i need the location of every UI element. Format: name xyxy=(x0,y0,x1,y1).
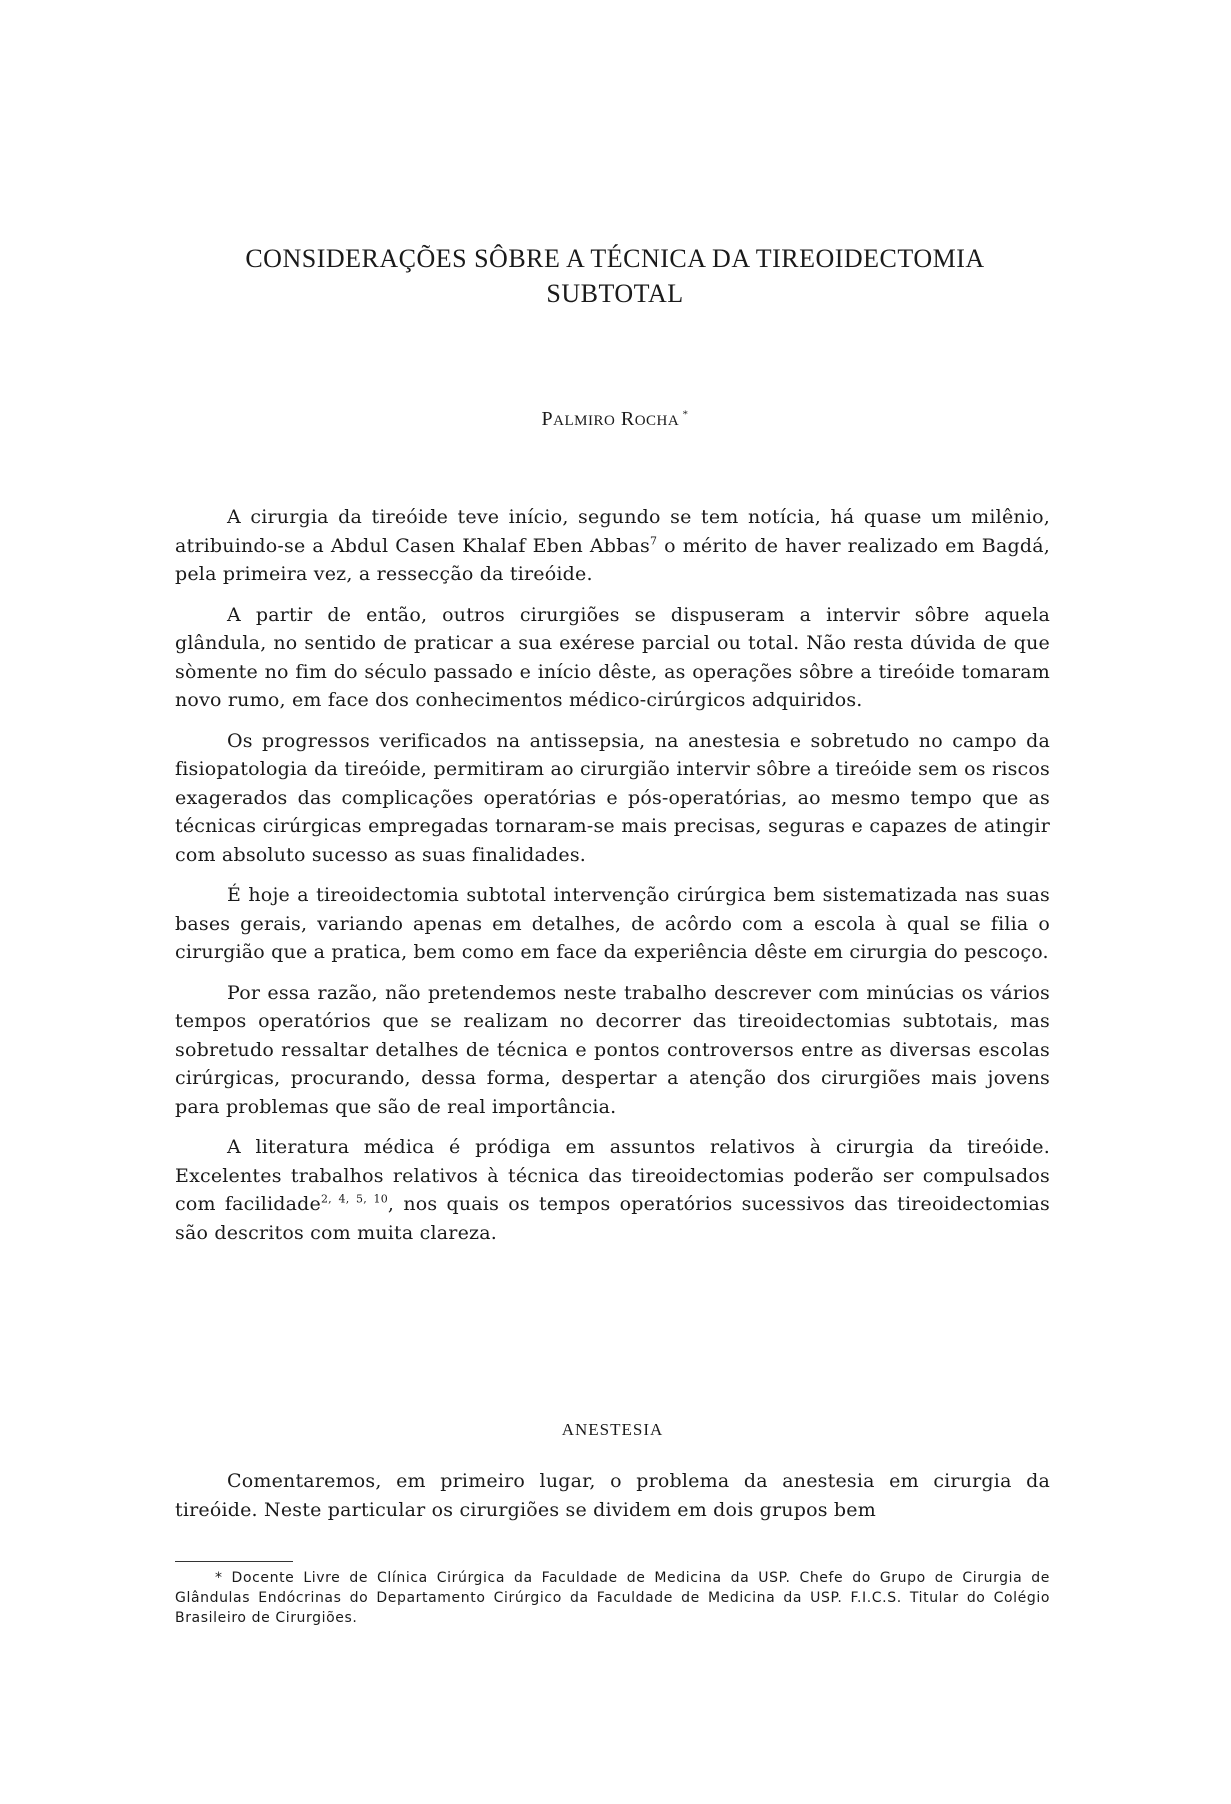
author-first-rest: ALMIRO xyxy=(553,413,616,429)
author-last-rest: OCHA xyxy=(634,413,680,429)
paragraph-1: A cirurgia da tireóide teve início, segundo se tem notícia, há quase um milênio, atribuindo-se a Abdul Casen Khalaf Eben Abbas$^7$ o mérito de haver realizado em Bagdá, pela primeira vez, a ressecção da tireóide. xyxy=(175,506,1050,585)
author-byline xyxy=(170,408,1060,431)
footnote-divider xyxy=(175,1561,293,1562)
paragraph-3: Os progressos verificados na antissepsia, na anestesia e sobretudo no campo da fisiopatologia da tireóide, permitiram ao cirurgião intervir sôbre a tireóide sem os riscos exagerados das complicações operatórias e pós-operatórias, ao mesmo tempo que as técnicas cirúrgicas empregadas tornaram-se mais precisas, seguras e capazes de atingir com absoluto sucesso as suas finalidades. xyxy=(175,729,1050,866)
reference-marker: 7 xyxy=(649,534,658,548)
section-heading-anestesia: ANESTESIA xyxy=(561,1420,664,1439)
article-body xyxy=(175,503,1050,1247)
author-last-initial: R xyxy=(620,408,635,430)
author-first-initial: P xyxy=(541,408,554,430)
paragraph-5: Por essa razão, não pretendemos neste trabalho descrever com minúcias os vários tempos operatórios que se realizam no decorrer das tireoidectomias subtotais, mas sobretudo ressaltar detalhes de técnica e pontos controversos entre as diversas escolas cirúrgicas, procurando, dessa forma, despertar a atenção dos cirurgiões mais jovens para problemas que são de real importância. xyxy=(175,981,1050,1118)
paragraph-4: É hoje a tireoidectomia subtotal intervenção cirúrgica bem sistematizada nas suas bases gerais, variando apenas em detalhes, de acôrdo com a escola à qual se filia o cirurgião que a pratica, bem como em face da experiência dêste em cirurgia do pescoço. xyxy=(175,884,1050,963)
reference-marker: 2, 4, 5, 10 xyxy=(320,1192,388,1206)
footnote: * Docente Livre de Clínica Cirúrgica da Faculdade de Medicina da USP. Chefe do Grupo de Cirurgia de Glândulas Endócrinas do Departamento Cirúrgico da Faculdade de Medicina da USP. F.I.C.S. Titular do Colégio Brasileiro de Cirurgiões. xyxy=(175,1570,1050,1626)
article-title-line-2: SUBTOTAL xyxy=(546,279,684,308)
paragraph-6: A literatura médica é pródiga em assuntos relativos à cirurgia da tireóide. Excelentes trabalhos relativos à técnica das tireoidectomias poderão ser compulsados com facilidade$^{2, 4, 5, 10}$, nos quais os tempos operatórios sucessivos das tireoidectomias são descritos com muita clareza. xyxy=(175,1136,1050,1244)
paragraph-2: A partir de então, outros cirurgiões se dispuseram a intervir sôbre aquela glândula, no sentido de praticar a sua exérese parcial ou total. Não resta dúvida de que sòmente no fim do século passado e início dêste, as operações sôbre a tireóide tomaram novo rumo, em face dos conhecimentos médico-cirúrgicos adquiridos. xyxy=(175,603,1050,711)
section-body xyxy=(175,1467,1050,1524)
author-footnote-marker: * xyxy=(679,408,689,421)
section-paragraph-1: Comentaremos, em primeiro lugar, o problema da anestesia em cirurgia da tireóide. Neste particular os cirurgiões se dividem em dois grupos bem xyxy=(175,1470,1050,1521)
article-title-line-1: CONSIDERAÇÕES SÔBRE A TÉCNICA DA TIREOIDECTOMIA xyxy=(245,244,985,273)
